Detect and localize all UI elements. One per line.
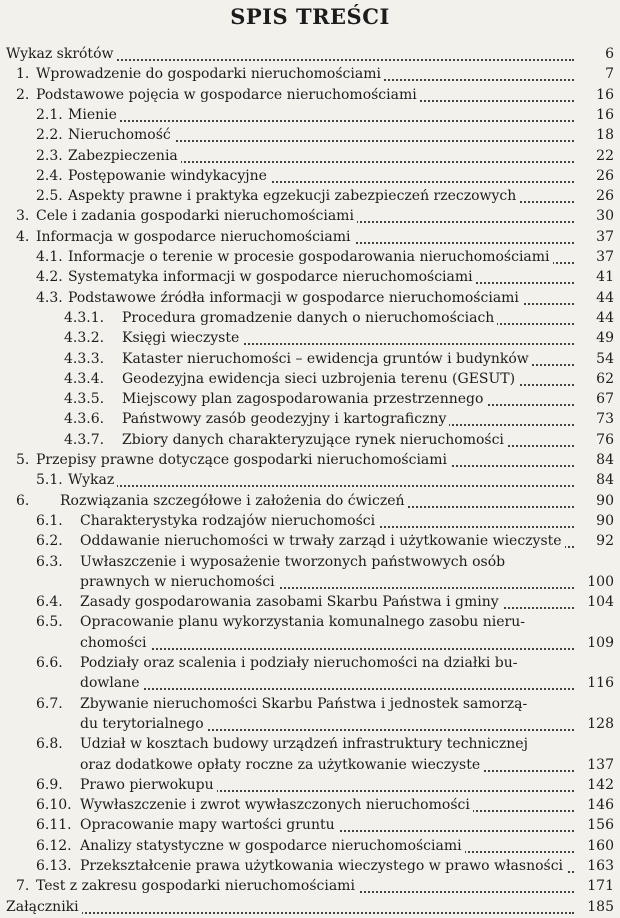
page-number: 109	[587, 634, 614, 651]
toc-entry[interactable]	[36, 105, 614, 125]
page-title: SPIS TREŚCI	[230, 4, 390, 29]
entry-title: Księgi wieczyste	[122, 330, 240, 347]
page-number: 26	[596, 167, 614, 184]
entry-title: Analizy statystyczne w gospodarce nieruchomościami	[80, 837, 462, 854]
dot-leader	[80, 633, 574, 650]
toc-entry[interactable]	[64, 328, 614, 348]
entry-title: Przekształcenie prawa użytkowania wieczystego w prawo własności	[80, 858, 564, 874]
page-number: 90	[596, 512, 614, 529]
entry-number: 6.5.	[36, 614, 63, 631]
page-number: 146	[587, 797, 614, 814]
page-number: 54	[596, 350, 614, 367]
toc-entry[interactable]	[36, 552, 614, 572]
toc-entry-continuation[interactable]	[80, 714, 614, 734]
toc-entry-continuation[interactable]	[80, 633, 614, 653]
page-number: 18	[596, 127, 614, 144]
entry-title: Postępowanie windykacyjne	[68, 167, 267, 184]
entry-title: Podstawowe źródła informacji w gospodarce nieruchomościami	[68, 289, 519, 306]
entry-title: Mienie	[68, 106, 117, 123]
page-number: 44	[596, 289, 614, 306]
entry-number: 6.1.	[36, 512, 63, 529]
page-number: 90	[596, 492, 614, 509]
entry-title: Zabezpieczenia	[68, 147, 178, 164]
entry-title-continuation: dowlane	[80, 675, 143, 691]
page-number: 84	[596, 472, 614, 489]
entry-title: Aspekty prawne i praktyka egzekucji zabezpieczeń rzeczowych	[68, 188, 517, 205]
page-number: 7	[605, 66, 614, 83]
entry-number: 2.1.	[36, 106, 63, 123]
entry-title-continuation: chomości	[80, 635, 150, 651]
entry-number: 3.	[16, 208, 30, 225]
toc-entry[interactable]	[36, 836, 614, 856]
toc-entry[interactable]	[64, 409, 614, 429]
page-number: 156	[587, 817, 614, 834]
page-number: 76	[596, 431, 614, 448]
toc-entry[interactable]	[16, 450, 614, 470]
entry-number: 6.2.	[36, 533, 63, 550]
entry-title: Prawo pierwokupu	[80, 776, 214, 793]
entry-number: 6.13.	[36, 858, 72, 874]
entry-number: 4.3.2.	[64, 330, 105, 347]
entry-number: 6.3.	[36, 553, 63, 570]
entry-title: Przepisy prawne dotyczące gospodarki nieruchomościami	[36, 452, 448, 468]
toc-entry[interactable]	[36, 186, 614, 206]
dot-leader	[6, 897, 574, 914]
page-number: 49	[596, 330, 614, 347]
toc-entry[interactable]	[36, 146, 614, 166]
entry-title: Podstawowe pojęcia w gospodarce nieruchomościami	[36, 86, 417, 103]
page-number: 22	[596, 147, 614, 164]
page-number: 6	[605, 46, 614, 62]
toc-entry-continuation[interactable]	[80, 673, 614, 693]
toc-entry[interactable]	[64, 308, 614, 328]
entry-number: 4.3.5.	[64, 391, 105, 408]
toc-entry[interactable]	[36, 734, 614, 754]
entry-number: 4.3.	[36, 289, 63, 306]
toc-entry[interactable]	[36, 856, 614, 876]
entry-number: 2.3.	[36, 147, 63, 164]
entry-title: Wprowadzenie do gospodarki nieruchomościami	[36, 66, 381, 83]
toc-entry[interactable]	[36, 653, 614, 673]
entry-title: Udział w kosztach budowy urządzeń infrastruktury technicznej	[80, 736, 528, 753]
page-number: 37	[596, 249, 614, 265]
entry-title-continuation: du terytorialnego	[80, 716, 207, 732]
page-number: 171	[587, 878, 614, 895]
entry-number: 2.5.	[36, 188, 63, 205]
entry-number: 6.6.	[36, 655, 63, 671]
page-number: 128	[587, 715, 614, 732]
page-number: 41	[596, 269, 614, 286]
entry-number: 5.1.	[36, 472, 63, 489]
dot-leader	[80, 673, 574, 690]
entry-number: 2.2.	[36, 127, 63, 144]
entry-title: Zasady gospodarowania zasobami Skarbu Państwa i gminy	[80, 594, 499, 611]
toc-entry[interactable]	[36, 511, 614, 531]
entry-title: Wykaz skrótów	[6, 46, 114, 62]
toc-entry[interactable]	[36, 288, 614, 308]
entry-title: Systematyka informacji w gospodarce nieruchomościami	[68, 269, 473, 286]
toc-entry-continuation[interactable]	[80, 755, 614, 775]
entry-number: 4.	[16, 228, 30, 245]
entry-number: 6.	[16, 492, 30, 509]
page-number: 67	[596, 391, 614, 408]
toc-entry[interactable]	[36, 795, 614, 815]
toc-entry[interactable]	[16, 491, 614, 511]
toc-entry[interactable]	[16, 206, 614, 226]
toc-entry[interactable]	[36, 125, 614, 145]
toc-entry[interactable]	[64, 430, 614, 450]
page-number: 100	[587, 573, 614, 590]
entry-number: 7.	[16, 878, 30, 895]
entry-title: Kataster nieruchomości – ewidencja gruntów i budynków	[122, 350, 529, 367]
entry-number: 4.2.	[36, 269, 63, 286]
toc-entry[interactable]	[36, 775, 614, 795]
toc-entry[interactable]	[64, 389, 614, 409]
entry-number: 5.	[16, 452, 30, 468]
entry-number: 6.12.	[36, 837, 72, 854]
toc-entry[interactable]	[36, 694, 614, 714]
entry-title-continuation: oraz dodatkowe opłaty roczne za użytkowanie wieczyste	[80, 757, 483, 773]
toc-entry[interactable]	[16, 64, 614, 84]
page-number: 163	[587, 858, 614, 874]
entry-title: Charakterystyka rodzajów nieruchomości	[80, 512, 376, 529]
toc-entry[interactable]	[36, 267, 614, 287]
page-number: 185	[587, 898, 614, 915]
entry-title: Opracowanie mapy wartości gruntu	[80, 817, 335, 834]
entry-title: Procedura gromadzenie danych o nieruchomościach	[122, 309, 495, 326]
entry-title: Informacje o terenie w procesie gospodarowania nieruchomościami	[68, 249, 550, 265]
toc-entry[interactable]	[36, 531, 614, 551]
entry-title: Geodezyjna ewidencja sieci uzbrojenia terenu (GESUT)	[122, 370, 516, 387]
entry-number: 6.4.	[36, 594, 63, 611]
page-number: 16	[596, 86, 614, 103]
entry-title: Informacja w gospodarce nieruchomościami	[36, 228, 351, 245]
entry-number: 4.1.	[36, 249, 63, 265]
entry-number: 4.3.3.	[64, 350, 105, 367]
toc-entry[interactable]	[64, 369, 614, 389]
entry-title: Oddawanie nieruchomości w trwały zarząd i użytkowanie wieczyste	[80, 533, 562, 550]
page-number: 104	[587, 594, 614, 611]
entry-title: Uwłaszczenie i wyposażenie tworzonych państwowych osób	[80, 553, 506, 570]
toc-entry[interactable]	[6, 897, 614, 917]
page-number: 37	[596, 228, 614, 245]
entry-title: Załączniki	[6, 898, 79, 915]
entry-title: Rozwiązania szczegółowe i założenia do ćwiczeń	[60, 492, 405, 509]
entry-title: Zbywanie nieruchomości Skarbu Państwa i jednostek samorzą-	[80, 695, 528, 712]
toc-entry[interactable]	[36, 592, 614, 612]
page-number: 16	[596, 106, 614, 123]
entry-title: Państwowy zasób geodezyjny i kartograficzny	[122, 411, 447, 428]
entry-title: Miejscowy plan zagospodarowania przestrzennego	[122, 391, 484, 408]
page-number: 62	[596, 370, 614, 387]
page-number: 116	[587, 675, 614, 692]
toc-entry-continuation[interactable]	[80, 572, 614, 592]
toc-entry[interactable]	[16, 85, 614, 105]
toc-entry[interactable]	[16, 876, 614, 896]
entry-number: 6.9.	[36, 776, 63, 793]
entry-number: 4.3.6.	[64, 411, 105, 428]
page-number: 44	[596, 309, 614, 326]
toc-entry[interactable]	[36, 470, 614, 490]
entry-number: 4.3.4.	[64, 370, 105, 387]
page-number: 84	[596, 452, 614, 468]
entry-title: Opracowanie planu wykorzystania komunalnego zasobu nieru-	[80, 614, 525, 631]
entry-title: Podziały oraz scalenia i podziały nieruchomości na działki bu-	[80, 655, 518, 671]
entry-number: 6.11.	[36, 817, 72, 834]
entry-number: 4.3.1.	[64, 309, 105, 326]
entry-number: 6.10.	[36, 797, 72, 814]
page-number: 92	[596, 533, 614, 550]
entry-title: Wykaz	[68, 472, 115, 489]
toc-entry[interactable]	[36, 247, 614, 267]
entry-title: Wywłaszczenie i zwrot wywłaszczonych nieruchomości	[80, 797, 470, 814]
page-number: 30	[596, 208, 614, 225]
entry-title-continuation: prawnych w nieruchomości	[80, 574, 278, 590]
toc-entry[interactable]	[36, 815, 614, 835]
toc-entry[interactable]	[64, 349, 614, 369]
entry-title: Nieruchomość	[68, 127, 171, 144]
toc-entry[interactable]	[36, 612, 614, 632]
entry-title: Zbiory danych charakteryzujące rynek nieruchomości	[122, 431, 504, 448]
page-number: 142	[587, 776, 614, 793]
entry-title: Cele i zadania gospodarki nieruchomościami	[36, 208, 354, 225]
entry-number: 2.4.	[36, 167, 63, 184]
page-number: 26	[596, 188, 614, 205]
page-number: 137	[587, 756, 614, 773]
entry-number: 1.	[16, 66, 30, 83]
toc-entry[interactable]	[36, 166, 614, 186]
toc-entry[interactable]	[16, 227, 614, 247]
page-number: 73	[596, 411, 614, 428]
entry-number: 6.7.	[36, 695, 63, 712]
entry-number: 2.	[16, 86, 30, 103]
toc-entry[interactable]	[6, 44, 614, 64]
page-number: 160	[587, 837, 614, 854]
entry-number: 6.8.	[36, 736, 63, 753]
entry-number: 4.3.7.	[64, 431, 105, 448]
entry-title: Test z zakresu gospodarki nieruchomościami	[36, 878, 355, 895]
